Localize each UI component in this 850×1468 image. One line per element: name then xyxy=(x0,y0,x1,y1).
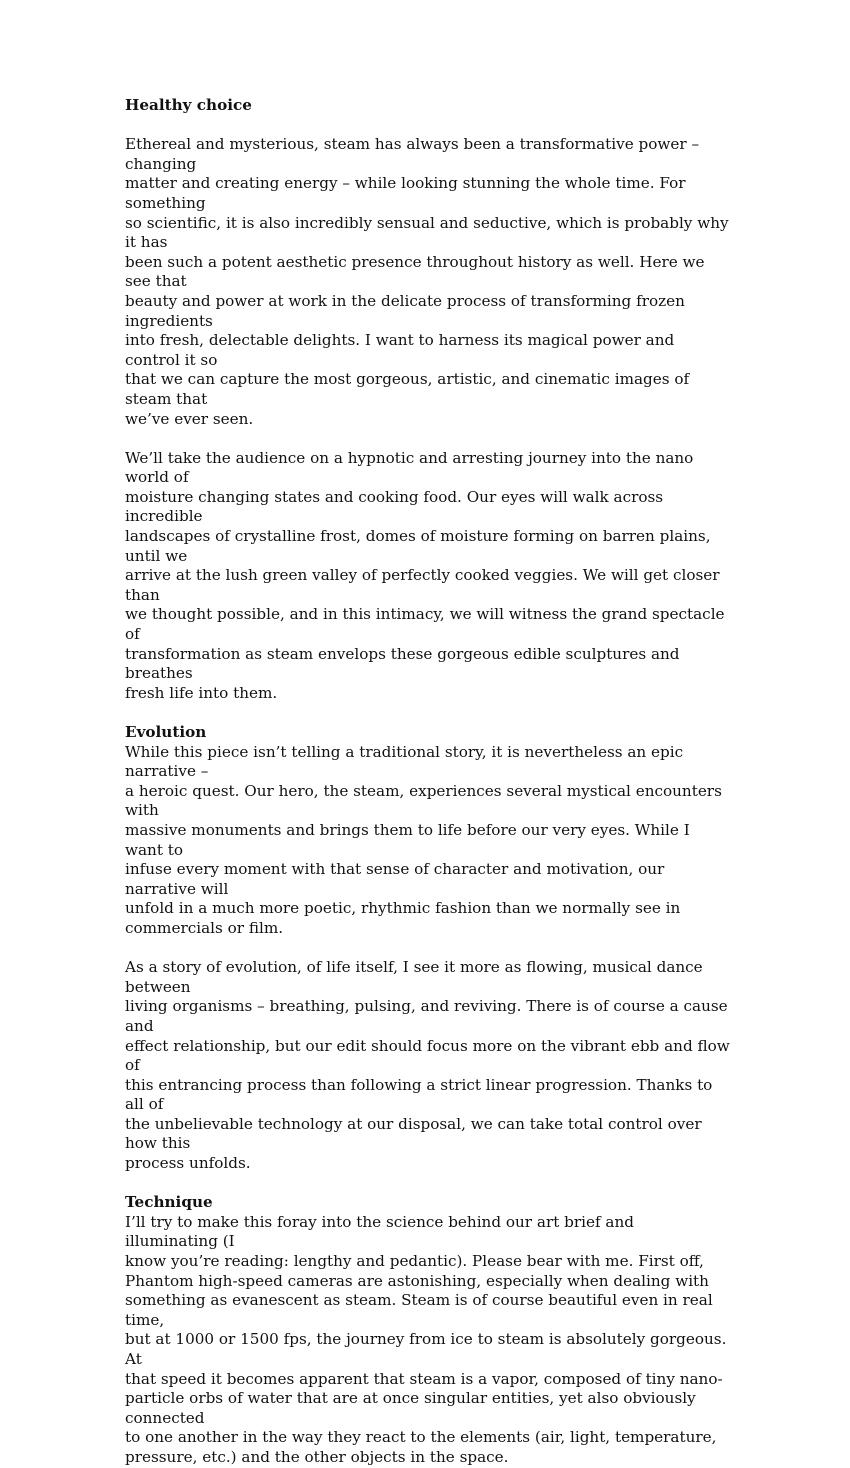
evolution-paragraph-2: As a story of evolution, of life itself, I see it more as flowing, musical dance between living organisms – breathing, pulsing, and reviving. There is of course a cause and effect relationship, but our edit should focus more on the vibrant ebb and flow of this entrancing process than following a strict linear progression. Thanks to all of the unbelievable technology at our disposal, we can take total control over how this process unfolds. xyxy=(125,958,730,1173)
intro-paragraph-1: Ethereal and mysterious, steam has always been a transformative power – changing matter and creating energy – while looking stunning the whole time. For something so scientific, it is also incredibly sensual and seductive, which is probably why it has been such a potent aesthetic presence throughout history as well. Here we see that beauty and power at work in the delicate process of transforming frozen ingredients into fresh, delectable delights. I want to harness its magical power and control it so that we can capture the most gorgeous, artistic, and cinematic images of steam that we’ve ever seen. xyxy=(125,135,729,428)
spacer xyxy=(125,116,730,136)
spacer xyxy=(125,703,730,723)
document-title: Healthy choice xyxy=(125,96,252,114)
spacer xyxy=(125,429,730,449)
intro-paragraph-2: We’ll take the audience on a hypnotic and arresting journey into the nano world of moisture changing states and cooking food. Our eyes will walk across incredible landscapes of crystalline frost, domes of moisture forming on barren plains, until we arrive at the lush green valley of perfectly cooked veggies. We will get closer than we thought possible, and in this intimacy, we will witness the grand spectacle of transformation as steam envelops these gorgeous edible sculptures and breathes fresh life into them. xyxy=(125,448,725,702)
evolution-heading: Evolution xyxy=(125,723,207,741)
technique-heading: Technique xyxy=(125,1193,213,1212)
spacer xyxy=(125,939,730,959)
document-page xyxy=(125,96,730,1468)
technique-paragraph-1: I’ll try to make this foray into the science behind our art brief and illuminating (I know you’re reading: lengthy and pedantic). Please bear with me. First off, Phantom high-speed cameras are astonishing, especially when dealing with something as evanescent as steam. Steam is of course beautiful even in real time, but at 1000 or 1500 fps, the journey from ice to steam is absolutely gorgeous. At that speed it becomes apparent that steam is a vapor, composed of tiny nano- particle orbs of water that are at once singular entities, yet also obviously connected to one another in the way they react to the elements (air, light, temperature, pressure, etc.) and the other objects in the space. xyxy=(125,1212,727,1466)
spacer xyxy=(125,1174,730,1194)
evolution-paragraph-1: While this piece isn’t telling a traditional story, it is nevertheless an epic narrative – a heroic quest. Our hero, the steam, experiences several mystical encounters with massive monuments and brings them to life before our very eyes. While I want to infuse every moment with that sense of character and motivation, our narrative will unfold in a much more poetic, rhythmic fashion than we normally see in commercials or film. xyxy=(125,742,722,937)
